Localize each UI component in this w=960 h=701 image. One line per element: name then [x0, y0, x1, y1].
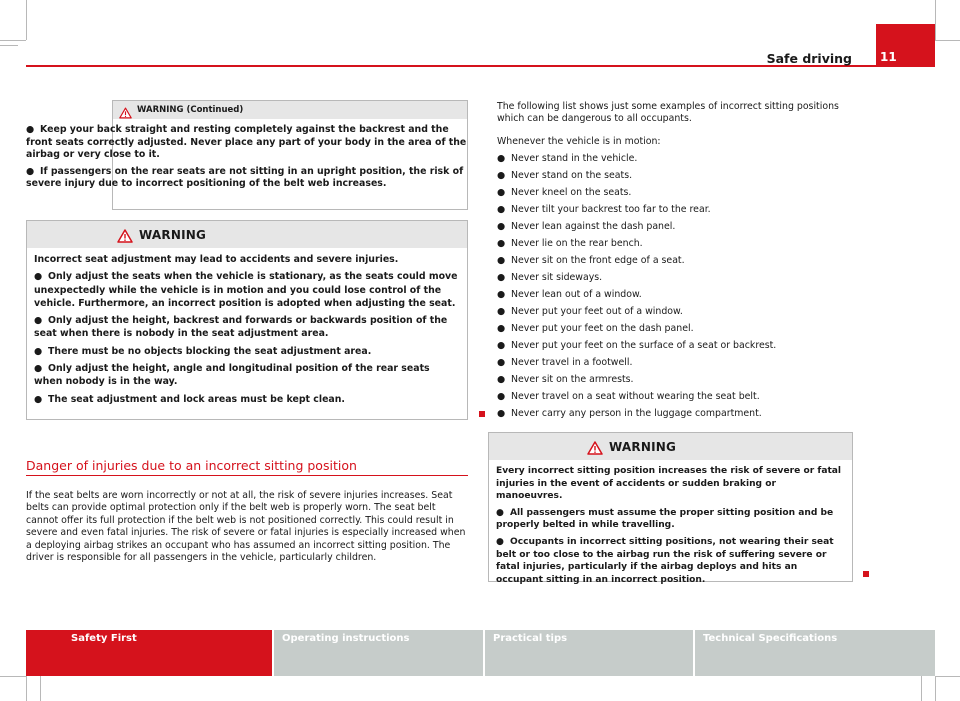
- list-item: ● Never travel in a footwell.: [497, 357, 633, 368]
- footer-nav: [26, 630, 935, 676]
- list-item: ● Never lean out of a window.: [497, 289, 642, 300]
- section-end-marker: [863, 571, 869, 577]
- seat-warning-item: There must be no objects blocking the seat adjustment area.: [48, 345, 372, 357]
- list-item: ● Never kneel on the seats.: [497, 187, 632, 198]
- seat-warning-body: [27, 248, 467, 416]
- list-item: ● Never sit sideways.: [497, 272, 603, 283]
- crop-mark: [26, 676, 27, 701]
- list-heading: Whenever the vehicle is in motion:: [497, 136, 661, 147]
- section-end-marker: [479, 411, 485, 417]
- warning-continued-item: If passengers on the rear seats are not sitting in an upright position, the risk of severe injury due to incorrect positioning of the belt web increases.: [26, 165, 464, 190]
- list-item: ● Never put your feet on the surface of a seat or backrest.: [497, 340, 777, 351]
- list-item: ● Never stand on the seats.: [497, 170, 633, 181]
- seat-warning-box: [26, 220, 468, 420]
- list-item: ● Never carry any person in the luggage compartment.: [497, 408, 762, 419]
- seat-warning-title: WARNING: [139, 227, 207, 242]
- crop-mark: [0, 40, 26, 41]
- crop-mark: [935, 676, 960, 677]
- warning-triangle-icon: [587, 440, 603, 454]
- warning-triangle-icon: [117, 228, 133, 242]
- list-item: ● Never lean against the dash panel.: [497, 221, 676, 232]
- crop-mark: [0, 676, 26, 677]
- crop-mark: [921, 676, 922, 701]
- seat-warning-intro: Incorrect seat adjustment may lead to accidents and severe injuries.: [34, 254, 399, 265]
- list-item: ● Never put your feet out of a window.: [497, 306, 683, 317]
- seat-warning-item: Only adjust the seats when the vehicle is stationary, as the seats could move unexpectedly while the vehicle is in motion and you could lose control of the vehicle. Furthermore, an incorrect position is adopted when adjusting the seat.: [34, 271, 458, 309]
- bullet: ●: [34, 345, 43, 357]
- seat-warning-item: Only adjust the height, angle and longitudinal position of the rear seats when nobody is in the way.: [34, 363, 430, 388]
- nav-tab-technical-specifications[interactable]: Technical Specifications: [695, 630, 935, 676]
- position-warning-title: WARNING: [609, 439, 677, 454]
- crop-mark: [40, 676, 41, 701]
- seat-warning-header: [27, 221, 467, 248]
- crop-mark: [0, 45, 18, 46]
- warning-triangle-icon: [119, 104, 132, 116]
- position-warning-header: [489, 433, 852, 460]
- bullet: ●: [496, 536, 504, 547]
- warning-continued-header: [113, 101, 467, 119]
- crop-mark: [935, 0, 936, 40]
- nav-tab-practical-tips[interactable]: Practical tips: [485, 630, 693, 676]
- crop-mark: [26, 0, 27, 40]
- bullet: ●: [26, 124, 35, 135]
- seat-warning-item: The seat adjustment and lock areas must be kept clean.: [48, 393, 345, 405]
- position-warning-intro: Every incorrect sitting position increases the risk of severe or fatal injuries in the event of accidents or sudden braking or manoeuvres.: [496, 466, 842, 502]
- list-item: ● Never travel on a seat without wearing the seat belt.: [497, 391, 760, 402]
- section-heading: Danger of injuries due to an incorrect sitting position: [26, 458, 357, 473]
- warning-continued-item: Keep your back straight and resting completely against the backrest and the front seats correctly adjusted. Never place any part of your body in the area of the airbag or very close to it.: [26, 124, 467, 161]
- list-item: ● Never put your feet on the dash panel.: [497, 323, 694, 334]
- position-warning-box: [488, 432, 853, 585]
- section-rule: [26, 475, 468, 476]
- warning-continued-body: [26, 124, 468, 191]
- bullet: ●: [496, 507, 504, 518]
- bullet: ●: [34, 393, 43, 405]
- position-warning-body: [489, 460, 852, 596]
- list-item: ● Never sit on the armrests.: [497, 374, 634, 385]
- list-item: ● Never lie on the rear bench.: [497, 238, 643, 249]
- list-item: ● Never tilt your backrest too far to the rear.: [497, 204, 711, 215]
- position-warning-item: Occupants in incorrect sitting positions, not wearing their seat belt or too close to the airbag run the risk of suffering severe or fatal injuries, particularly if the airbag deploys and hits an occupant sitting in an incorrect position.: [496, 536, 834, 585]
- list-item: ● Never sit on the front edge of a seat.: [497, 255, 685, 266]
- right-intro: The following list shows just some examples of incorrect sitting positions which can be dangerous to all occupants.: [497, 101, 839, 125]
- position-warning-item: All passengers must assume the proper sitting position and be properly belted in while travelling.: [496, 507, 834, 531]
- page-number: 11: [880, 50, 897, 64]
- bullet: ●: [34, 315, 43, 327]
- nav-tab-operating-instructions[interactable]: Operating instructions: [274, 630, 483, 676]
- page-title: Safe driving: [766, 51, 852, 66]
- incorrect-positions-list: [497, 153, 776, 425]
- warning-continued-title: WARNING (Continued): [137, 105, 244, 115]
- bullet: ●: [34, 363, 43, 375]
- crop-mark: [935, 40, 960, 41]
- list-item: ● Never stand in the vehicle.: [497, 153, 638, 164]
- bullet: ●: [26, 165, 35, 177]
- seat-warning-item: Only adjust the height, backrest and forwards or backwards position of the seat when there is nobody in the seat adjustment area.: [34, 315, 448, 340]
- nav-tab-safety-first[interactable]: Safety First: [26, 630, 272, 676]
- bullet: ●: [34, 271, 43, 283]
- section-paragraph: If the seat belts are worn incorrectly or not at all, the risk of severe injuries increases. Seat belts can provide optimal protection only if the belt web is properly worn. The seat belt cannot offer its full protection if the belt web is not positioned correctly. This could result in severe and even fatal injuries. The risk of severe or fatal injuries is especially increased when a deploying airbag strikes an occupant who has assumed an incorrect sitting position. The driver is responsible for all passengers in the vehicle, particularly children.: [26, 490, 466, 564]
- crop-mark: [935, 676, 936, 701]
